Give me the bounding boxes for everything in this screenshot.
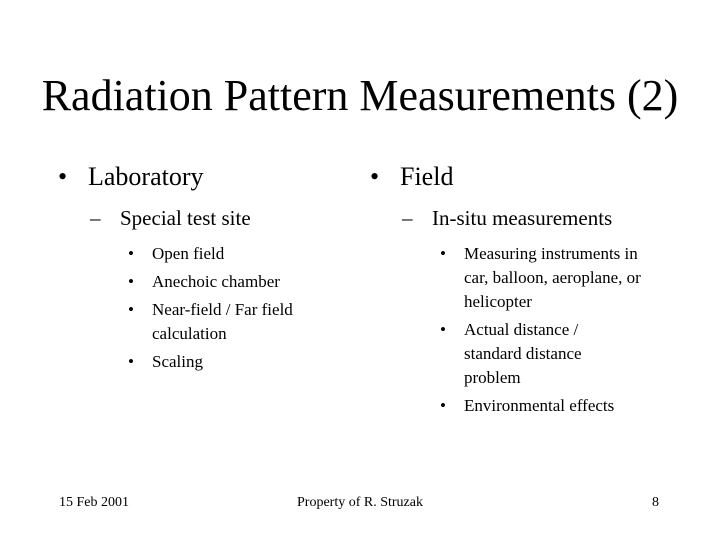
dash-glyph: –	[402, 206, 413, 230]
list-item	[128, 242, 358, 266]
left-item-list	[128, 242, 358, 374]
list-item	[440, 318, 700, 390]
left-subheading	[90, 204, 358, 232]
left-heading-text: Laboratory	[88, 162, 204, 191]
left-heading	[58, 160, 358, 194]
list-item	[128, 298, 358, 346]
bullet-glyph: •	[440, 244, 446, 263]
list-item-text: Scaling	[152, 352, 203, 371]
list-item-text: Open field	[152, 244, 225, 263]
list-item-text: Actual distance / standard distance problem	[464, 320, 582, 387]
right-subheading-text: In-situ measurements	[432, 206, 613, 230]
bullet-glyph: •	[128, 272, 134, 291]
bullet-glyph: •	[370, 162, 380, 191]
right-heading-text: Field	[400, 162, 454, 191]
bullet-glyph: •	[128, 352, 134, 371]
footer-author: Property of R. Struzak	[297, 495, 423, 510]
right-subheading	[402, 204, 700, 232]
list-item	[440, 394, 700, 418]
page-number: 8	[652, 495, 659, 510]
footer-date: 15 Feb 2001	[59, 495, 129, 510]
list-item	[440, 242, 700, 314]
list-item	[128, 270, 358, 294]
bullet-glyph: •	[58, 162, 68, 191]
right-column	[370, 160, 700, 422]
list-item	[128, 350, 358, 374]
dash-glyph: –	[90, 206, 101, 230]
bullet-glyph: •	[128, 300, 134, 319]
list-item-text: Environmental effects	[464, 396, 615, 415]
list-item-text: Measuring instruments in car, balloon, aeroplane, or helicopter	[464, 244, 641, 311]
right-item-list	[440, 242, 700, 418]
bullet-glyph: •	[440, 396, 446, 415]
bullet-glyph: •	[128, 244, 134, 263]
list-item-text: Anechoic chamber	[152, 272, 280, 291]
right-heading	[370, 160, 700, 194]
list-item-text: Near-field / Far field calculation	[152, 300, 293, 343]
left-subheading-text: Special test site	[120, 206, 251, 230]
slide-title: Radiation Pattern Measurements (2)	[41, 71, 679, 120]
bullet-glyph: •	[440, 320, 446, 339]
left-column	[58, 160, 358, 378]
